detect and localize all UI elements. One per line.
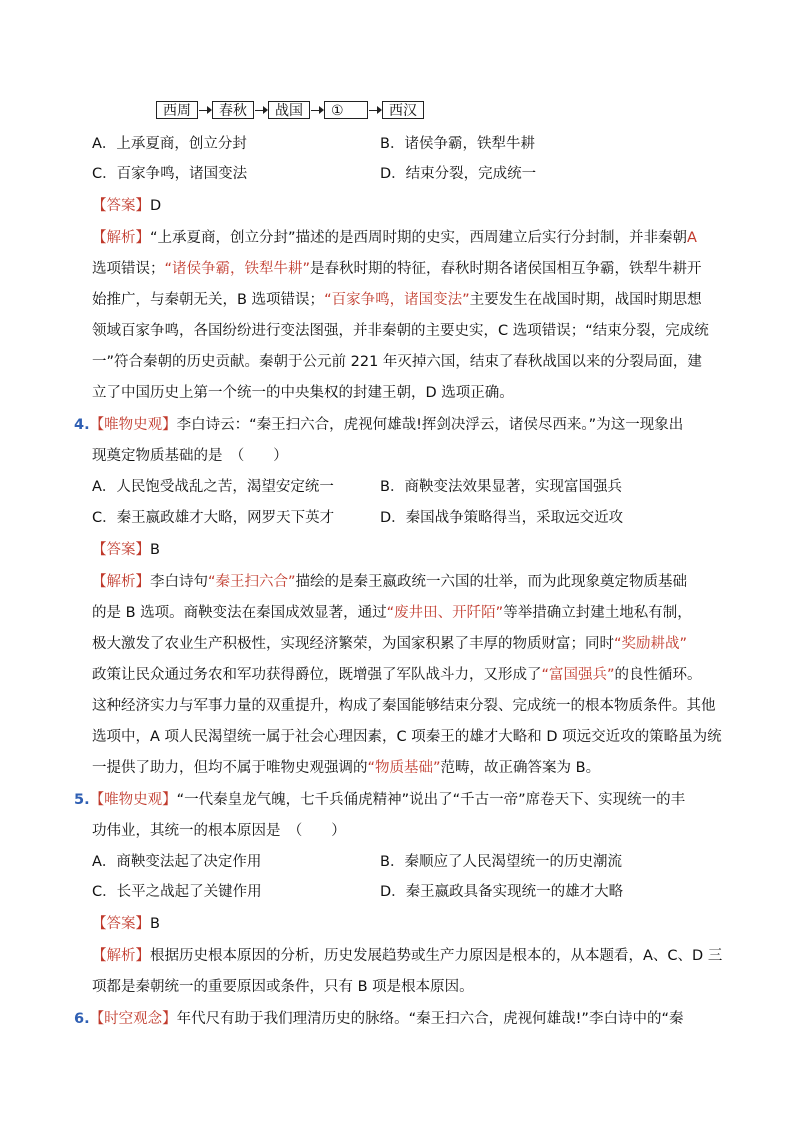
analysis-highlight: “诸侯争霸，铁犁牛耕” [164,261,311,277]
q5-stem-line-2: 功伟业，其统一的根本原因是 （ ） [92,823,346,839]
analysis-text: 的是 B 选项。商鞅变法在秦国成效显著，通过 [92,605,387,621]
question-stem: 李白诗云：“秦王扫六合，虎视何雄哉!挥剑决浮云，诸侯尽西来。”为这一现象出 [176,417,684,433]
analysis-highlight: “秦王扫六合” [208,574,296,590]
q6-stem-line-1 [74,1009,683,1029]
q5-option-a: A．商鞅变法起了决定作用 [92,854,262,870]
question-number: 4. [74,417,90,433]
analysis-text: 政策让民众通过务农和军功获得爵位，既增强了军队战斗力，又形成了 [92,667,542,683]
q3-analysis-line-1 [92,228,697,248]
timeline-box-4: ① [324,101,368,119]
q3-option-a: A．上承夏商，创立分封 [92,136,247,152]
q4-option-a: A．人民饱受战乱之苦，渴望安定统一 [92,479,334,495]
arrow-right-icon [254,101,268,119]
answer-tag: 【答案】 [92,542,150,558]
timeline-box-5: 西汉 [382,101,424,119]
analysis-highlight: “物质基础” [367,760,441,776]
q4-stem-line-1 [74,415,683,435]
q4-stem-line-2: 现奠定物质基础的是 （ ） [92,448,288,464]
q3-answer [92,196,161,216]
question-tag: 【唯物史观】 [89,792,177,808]
q5-analysis-line-1 [92,946,722,966]
question-tag: 【时空观念】 [89,1011,177,1027]
q4-analysis-line-1 [92,572,687,592]
analysis-text: 等举措确立封建土地私有制， [503,605,692,621]
timeline-box-3: 战国 [268,101,310,119]
analysis-text: 一提供了助力，但均不属于唯物史观强调的 [92,760,368,776]
q4-analysis-line-4 [92,665,702,685]
analysis-text: 极大激发了农业生产积极性，实现经济繁荣，为国家积累了丰厚的物质财富；同时 [92,636,614,652]
q4-analysis-line-2 [92,603,692,623]
timeline-box-2: 春秋 [212,101,254,119]
analysis-text: 李白诗句 [150,574,208,590]
q5-option-c: C．长平之战起了关键作用 [92,884,262,900]
analysis-highlight: “富国强兵” [541,667,615,683]
question-stem: “一代秦皇龙气魄，七千兵俑虎精神”说出了“千古一帝”席卷天下、实现统一的丰 [176,792,686,808]
answer-tag: 【答案】 [92,198,150,214]
analysis-text: 描绘的是秦王嬴政统一六国的壮举，而为此现象奠定物质基础 [295,574,688,590]
question-stem: 年代尺有助于我们理清历史的脉络。“秦王扫六合，虎视何雄哉!”李白诗中的“秦 [176,1011,684,1027]
q4-analysis-line-6: 选项中，A 项人民渴望统一属于社会心理因素，C 项秦王的雄才大略和 D 项远交近攻的策略虽为统 [92,729,722,745]
q4-analysis-line-3 [92,634,687,654]
question-tag: 【唯物史观】 [89,417,177,433]
q3-analysis-line-6: 立了中国历史上第一个统一的中央集权的封建王朝，D 选项正确。 [92,385,514,401]
analysis-text: 主要发生在战国时期，战国时期思想 [469,292,702,308]
arrow-right-icon [310,101,324,119]
answer-value: B [150,916,160,932]
q3-analysis-line-2 [92,259,702,279]
q4-option-c: C．秦王嬴政雄才大略，网罗天下英才 [92,510,335,526]
q5-option-b: B．秦顺应了人民渴望统一的历史潮流 [380,854,622,870]
q3-analysis-line-4: 领域百家争鸣，各国纷纷进行变法图强，并非秦朝的主要史实，C 选项错误；“结束分裂，完成统 [92,323,709,339]
q4-option-b: B．商鞅变法效果显著，实现富国强兵 [380,479,622,495]
q3-analysis-line-5: 一”符合秦朝的历史贡献。秦朝于公元前 221 年灭掉六国，结束了春秋战国以来的分裂局面，建 [92,354,702,370]
analysis-highlight: A [687,230,697,246]
q4-analysis-line-7 [92,758,600,778]
q3-option-c: C．百家争鸣，诸国变法 [92,166,248,182]
arrow-right-icon [198,101,212,119]
analysis-tag: 【解析】 [92,230,150,246]
answer-value: D [150,198,162,214]
analysis-tag: 【解析】 [92,948,150,964]
q4-analysis-line-5: 这种经济实力与军事力量的双重提升，构成了秦国能够结束分裂、完成统一的根本物质条件。其他 [92,698,716,714]
analysis-highlight: “百家争鸣，诸国变法” [324,292,470,308]
q5-analysis-line-2: 项都是秦朝统一的重要原因或条件，只有 B 项是根本原因。 [92,979,474,995]
q3-option-b: B．诸侯争霸，铁犁牛耕 [380,136,535,152]
analysis-text: 范畴，故正确答案为 B。 [440,760,601,776]
answer-value: B [150,542,160,558]
timeline-box-1: 西周 [156,101,198,119]
q4-option-d: D．秦国战争策略得当，采取远交近攻 [380,510,624,526]
question-number: 6. [74,1011,90,1027]
q3-option-d: D．结束分裂，完成统一 [380,166,537,182]
timeline-diagram [156,99,424,121]
analysis-text: 根据历史根本原因的分析，历史发展趋势或生产力原因是根本的，从本题看，A、C、D 三 [150,948,723,964]
analysis-tag: 【解析】 [92,574,150,590]
question-number: 5. [74,792,90,808]
answer-tag: 【答案】 [92,916,150,932]
analysis-text: 选项错误； [92,261,165,277]
q5-option-d: D．秦王嬴政具备实现统一的雄才大略 [380,884,624,900]
analysis-text: 是春秋时期的特征，春秋时期各诸侯国相互争霸，铁犁牛耕开 [310,261,702,277]
arrow-right-icon [368,101,382,119]
q4-answer [92,540,160,560]
q5-stem-line-1 [74,790,685,810]
q3-analysis-line-3 [92,290,702,310]
q5-answer [92,914,160,934]
analysis-highlight: “废井田、开阡陌” [386,605,504,621]
analysis-text: 始推广，与秦朝无关，B 选项错误； [92,292,325,308]
analysis-text: 的良性循环。 [614,667,702,683]
analysis-text: “上承夏商，创立分封”描述的是西周时期的史实，西周建立后实行分封制，并非秦朝 [150,230,688,246]
analysis-highlight: “奖励耕战” [614,636,688,652]
